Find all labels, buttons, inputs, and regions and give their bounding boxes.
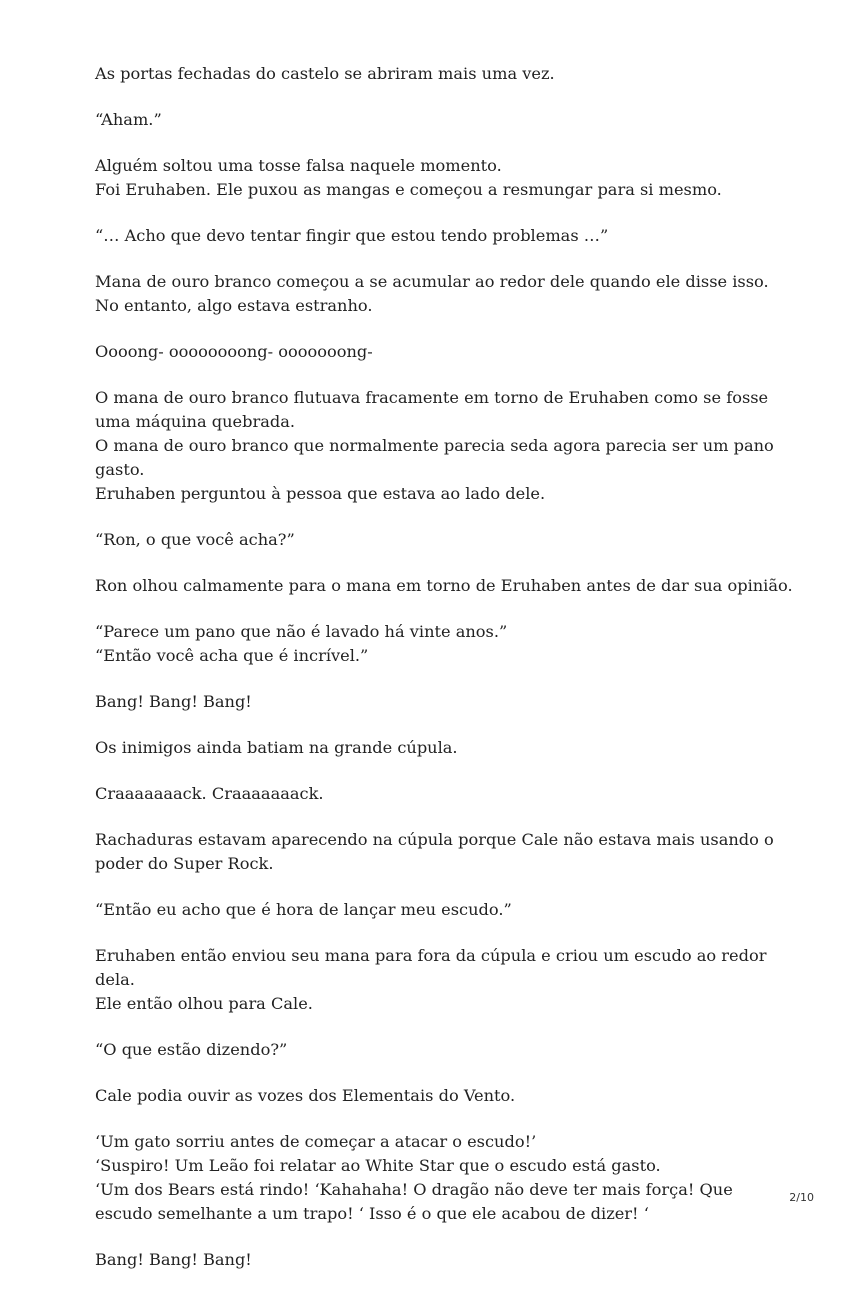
paragraph: Craaaaaaack. Craaaaaaack. xyxy=(95,784,324,803)
paragraph: “O que estão dizendo?” xyxy=(95,1040,288,1059)
page-number: 2/10 xyxy=(789,1191,814,1204)
paragraph: ‘Um gato sorriu antes de começar a atacar o escudo!’ ‘Suspiro! Um Leão foi relatar ao White Star que o escudo está gasto. ‘Um dos Bears está rindo! ‘Kahahaha! O dragão não deve ter mais força! Que escudo semelhante a um trapo! ‘ Isso é o que ele acabou de dizer! ‘ xyxy=(95,1132,733,1223)
paragraph: Bang! Bang! Bang! xyxy=(95,1250,252,1269)
paragraph: Eruhaben então enviou seu mana para fora da cúpula e criou um escudo ao redor dela. Ele então olhou para Cale. xyxy=(95,946,767,1013)
paragraph: Bang! Bang! Bang! xyxy=(95,692,252,711)
document-body xyxy=(95,62,795,1294)
paragraph: “Então eu acho que é hora de lançar meu escudo.” xyxy=(95,900,512,919)
paragraph: “Parece um pano que não é lavado há vinte anos.” “Então você acha que é incrível.” xyxy=(95,622,508,665)
paragraph: “Ron, o que você acha?” xyxy=(95,530,295,549)
paragraph: Os inimigos ainda batiam na grande cúpula. xyxy=(95,738,458,757)
paragraph: Rachaduras estavam aparecendo na cúpula porque Cale não estava mais usando o poder do Super Rock. xyxy=(95,830,774,873)
paragraph: “Aham.” xyxy=(95,110,162,129)
paragraph: Cale podia ouvir as vozes dos Elementais do Vento. xyxy=(95,1086,516,1105)
paragraph: “… Acho que devo tentar fingir que estou tendo problemas …” xyxy=(95,226,609,245)
paragraph: Ron olhou calmamente para o mana em torno de Eruhaben antes de dar sua opinião. xyxy=(95,576,793,595)
paragraph: Oooong- oooooooong- ooooooong- xyxy=(95,342,373,361)
paragraph: As portas fechadas do castelo se abriram mais uma vez. xyxy=(95,64,555,83)
paragraph: Alguém soltou uma tosse falsa naquele momento. Foi Eruhaben. Ele puxou as mangas e começou a resmungar para si mesmo. xyxy=(95,156,722,199)
paragraph: O mana de ouro branco flutuava fracamente em torno de Eruhaben como se fosse uma máquina quebrada. O mana de ouro branco que normalmente parecia seda agora parecia ser um pano gasto. Eruhaben perguntou à pessoa que estava ao lado dele. xyxy=(95,388,774,503)
paragraph: Mana de ouro branco começou a se acumular ao redor dele quando ele disse isso. No entanto, algo estava estranho. xyxy=(95,272,769,315)
